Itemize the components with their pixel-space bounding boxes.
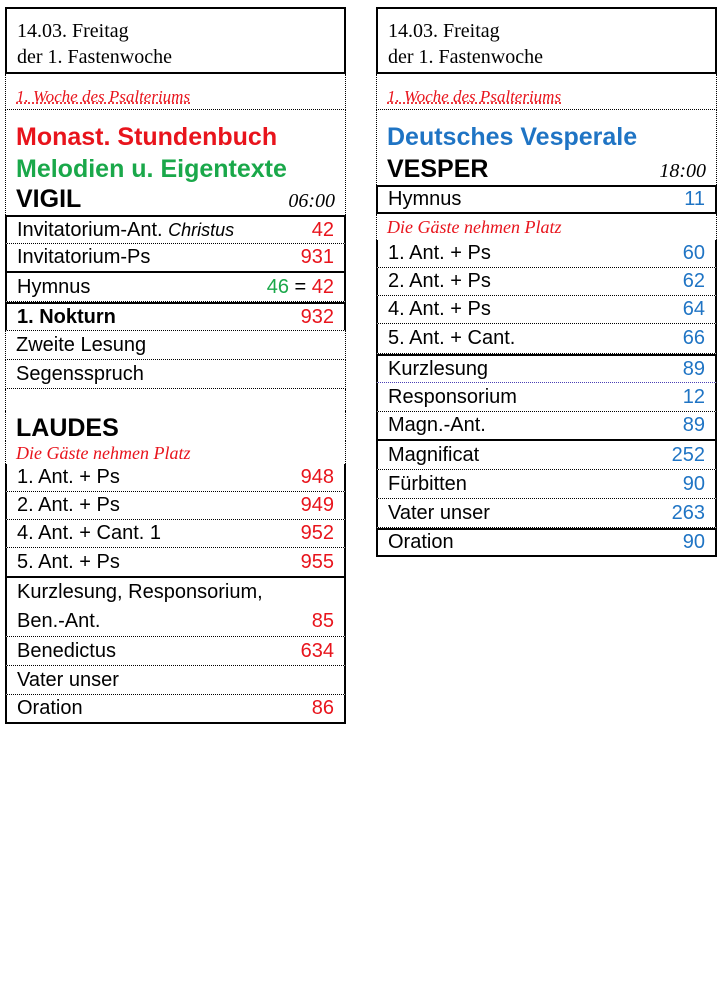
page-number: 949 — [300, 494, 334, 516]
page-number: 66 — [682, 327, 705, 349]
book-title-stundenbuch: Monast. Stundenbuch — [16, 123, 278, 151]
guest-note: Die Gäste nehmen Platz — [5, 441, 346, 464]
hour-heading-vesper — [387, 154, 706, 185]
list-item-kurzlesung: Kurzlesung, Responsorium, Ben.-Ant. 85 — [5, 576, 346, 637]
list-item: 5. Ant. + Cant. 66 — [376, 324, 717, 354]
date-line-2: der 1. Fastenwoche — [17, 46, 172, 68]
vesper-column — [376, 7, 717, 557]
list-item: 2. Ant. + Ps 949 — [5, 492, 346, 520]
list-item: Magnificat 252 — [376, 441, 717, 470]
hour-name: VESPER — [387, 155, 489, 183]
page-number: 90 — [682, 472, 705, 495]
page-number: 11 — [684, 188, 705, 210]
list-item: 2. Ant. + Ps 62 — [376, 268, 717, 296]
list-item: Magn.-Ant. 89 — [376, 412, 717, 441]
date-line-2: der 1. Fastenwoche — [388, 46, 543, 68]
list-item: Vater unser 263 — [376, 499, 717, 528]
date-line-1: 14.03. Freitag — [17, 20, 129, 42]
psalter-week: 1. Woche des Psalteriums — [376, 74, 717, 110]
date-header — [376, 7, 717, 74]
list-item: Responsorium 12 — [376, 383, 717, 412]
page-number: 948 — [300, 466, 334, 488]
page-number: 932 — [300, 305, 334, 328]
list-item: Zweite Lesung — [5, 331, 346, 360]
page-number: 12 — [682, 385, 705, 408]
page-number: 42 — [311, 275, 334, 298]
page-number-alt: 46 — [266, 275, 289, 298]
hour-name: VIGIL — [16, 185, 82, 213]
list-item: Invitatorium-Ant. Christus 42 — [5, 215, 346, 244]
hour-heading-vigil — [16, 184, 335, 215]
list-item: Invitatorium-Ps 931 — [5, 244, 346, 273]
hour-time: 18:00 — [659, 160, 706, 182]
list-item: Oration 86 — [5, 695, 346, 724]
page-number: 90 — [682, 531, 705, 553]
page-number: 86 — [311, 697, 334, 719]
page-number: 634 — [300, 639, 334, 662]
list-item: 4. Ant. + Cant. 1 952 — [5, 520, 346, 548]
list-item: Kurzlesung 89 — [376, 354, 717, 383]
list-item: 4. Ant. + Ps 64 — [376, 296, 717, 324]
list-item: 5. Ant. + Ps 955 — [5, 548, 346, 576]
book-title-vesperale: Deutsches Vesperale — [387, 123, 638, 151]
page-number: 62 — [682, 270, 705, 292]
page-number: 252 — [671, 443, 705, 466]
list-item: Oration 90 — [376, 528, 717, 557]
list-item: 1. Ant. + Ps 60 — [376, 240, 717, 268]
hour-heading-laudes: LAUDES — [5, 411, 346, 441]
psalter-week: 1. Woche des Psalteriums — [5, 74, 346, 110]
date-line-1: 14.03. Freitag — [388, 20, 500, 42]
page-number: 931 — [300, 246, 334, 268]
page-number: 85 — [311, 610, 334, 632]
page-number: 89 — [682, 357, 705, 380]
book-titles — [376, 110, 717, 185]
list-item: Vater unser — [5, 666, 346, 695]
list-item: 1. Ant. + Ps 948 — [5, 464, 346, 492]
hour-time: 06:00 — [288, 190, 335, 212]
page-number: 952 — [300, 522, 334, 544]
guest-note: Die Gäste nehmen Platz — [376, 214, 717, 240]
book-titles — [5, 110, 346, 215]
list-item: Fürbitten 90 — [376, 470, 717, 499]
vigil-laudes-column — [5, 7, 346, 724]
list-item: Segensspruch — [5, 360, 346, 389]
list-item: Benedictus 634 — [5, 637, 346, 666]
page-number: 60 — [682, 242, 705, 264]
list-item: 1. Nokturn 932 — [5, 302, 346, 331]
spacer — [5, 389, 346, 411]
book-title-melodien: Melodien u. Eigentexte — [16, 155, 287, 183]
page-number: 263 — [671, 501, 705, 524]
page-number: 955 — [300, 550, 334, 573]
date-header — [5, 7, 346, 74]
page-number: 64 — [682, 298, 705, 320]
list-item: Hymnus 46 = 42 — [5, 273, 346, 302]
list-item: Hymnus 11 — [376, 185, 717, 214]
page-number: 42 — [311, 218, 334, 241]
page-number: 89 — [682, 414, 705, 436]
